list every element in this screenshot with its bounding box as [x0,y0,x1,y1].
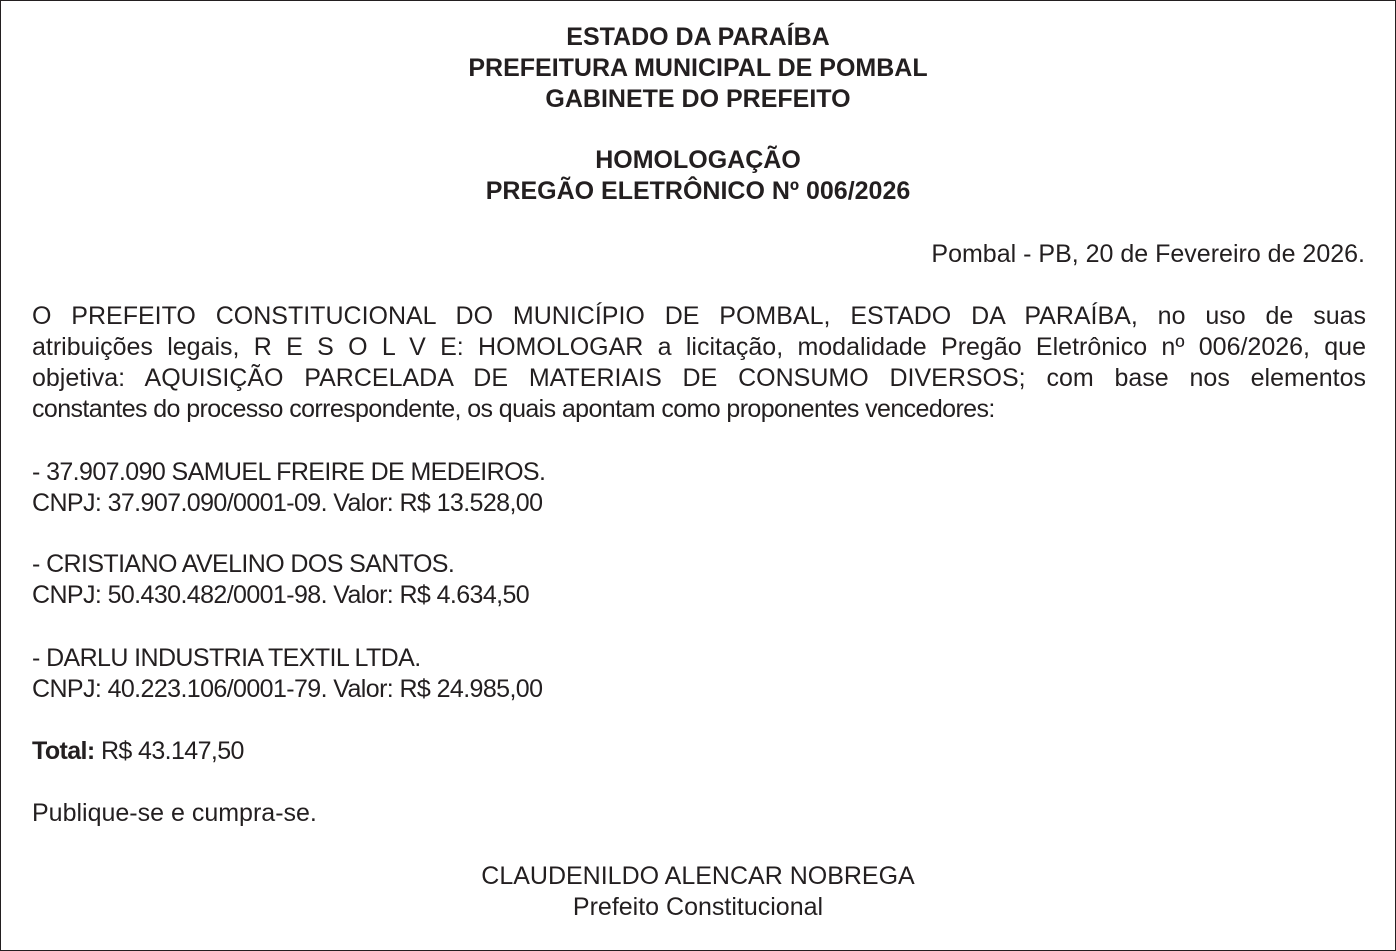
paragraph-line: atribuições legais, R E S O L V E: HOMOLOGAR a licitação, modalidade Pregão Eletrônico nº 006/2026, que [32,333,1366,361]
resolution-paragraph [32,301,1366,425]
document-header [1,22,1395,115]
document-title [1,145,1395,207]
winner-3-cnpj: CNPJ: 40.223.106/0001-79. Valor: R$ 24.985,00 [32,675,543,703]
header-office: GABINETE DO PREFEITO [545,85,851,113]
document-date: Pombal - PB, 20 de Fevereiro de 2026. [931,240,1365,268]
winner-1-cnpj: CNPJ: 37.907.090/0001-09. Valor: R$ 13.528,00 [32,489,543,517]
title-tender: PREGÃO ELETRÔNICO Nº 006/2026 [485,177,911,205]
winner-1-name: - 37.907.090 SAMUEL FREIRE DE MEDEIROS. [32,458,546,486]
winner-2-cnpj: CNPJ: 50.430.482/0001-98. Valor: R$ 4.634,50 [32,581,530,609]
signature-name: CLAUDENILDO ALENCAR NOBREGA [481,862,915,890]
total-line [32,736,244,767]
paragraph-line: objetiva: AQUISIÇÃO PARCELADA DE MATERIAIS DE CONSUMO DIVERSOS; com base nos elementos [32,364,1366,392]
paragraph-line: O PREFEITO CONSTITUCIONAL DO MUNICÍPIO DE POMBAL, ESTADO DA PARAÍBA, no uso de suas [32,302,1366,330]
header-prefecture: PREFEITURA MUNICIPAL DE POMBAL [468,54,928,82]
total-value: R$ 43.147,50 [94,737,244,765]
closing-text: Publique-se e cumpra-se. [32,799,317,827]
winner-2-name: - CRISTIANO AVELINO DOS SANTOS. [32,550,455,578]
title-homologation: HOMOLOGAÇÃO [595,146,801,174]
paragraph-line: constantes do processo correspondente, os quais apontam como proponentes vencedores: [32,395,995,423]
signature-role: Prefeito Constitucional [572,893,824,921]
winner-3-name: - DARLU INDUSTRIA TEXTIL LTDA. [32,644,421,672]
total-label: Total: [32,737,95,765]
header-state: ESTADO DA PARAÍBA [566,23,830,51]
